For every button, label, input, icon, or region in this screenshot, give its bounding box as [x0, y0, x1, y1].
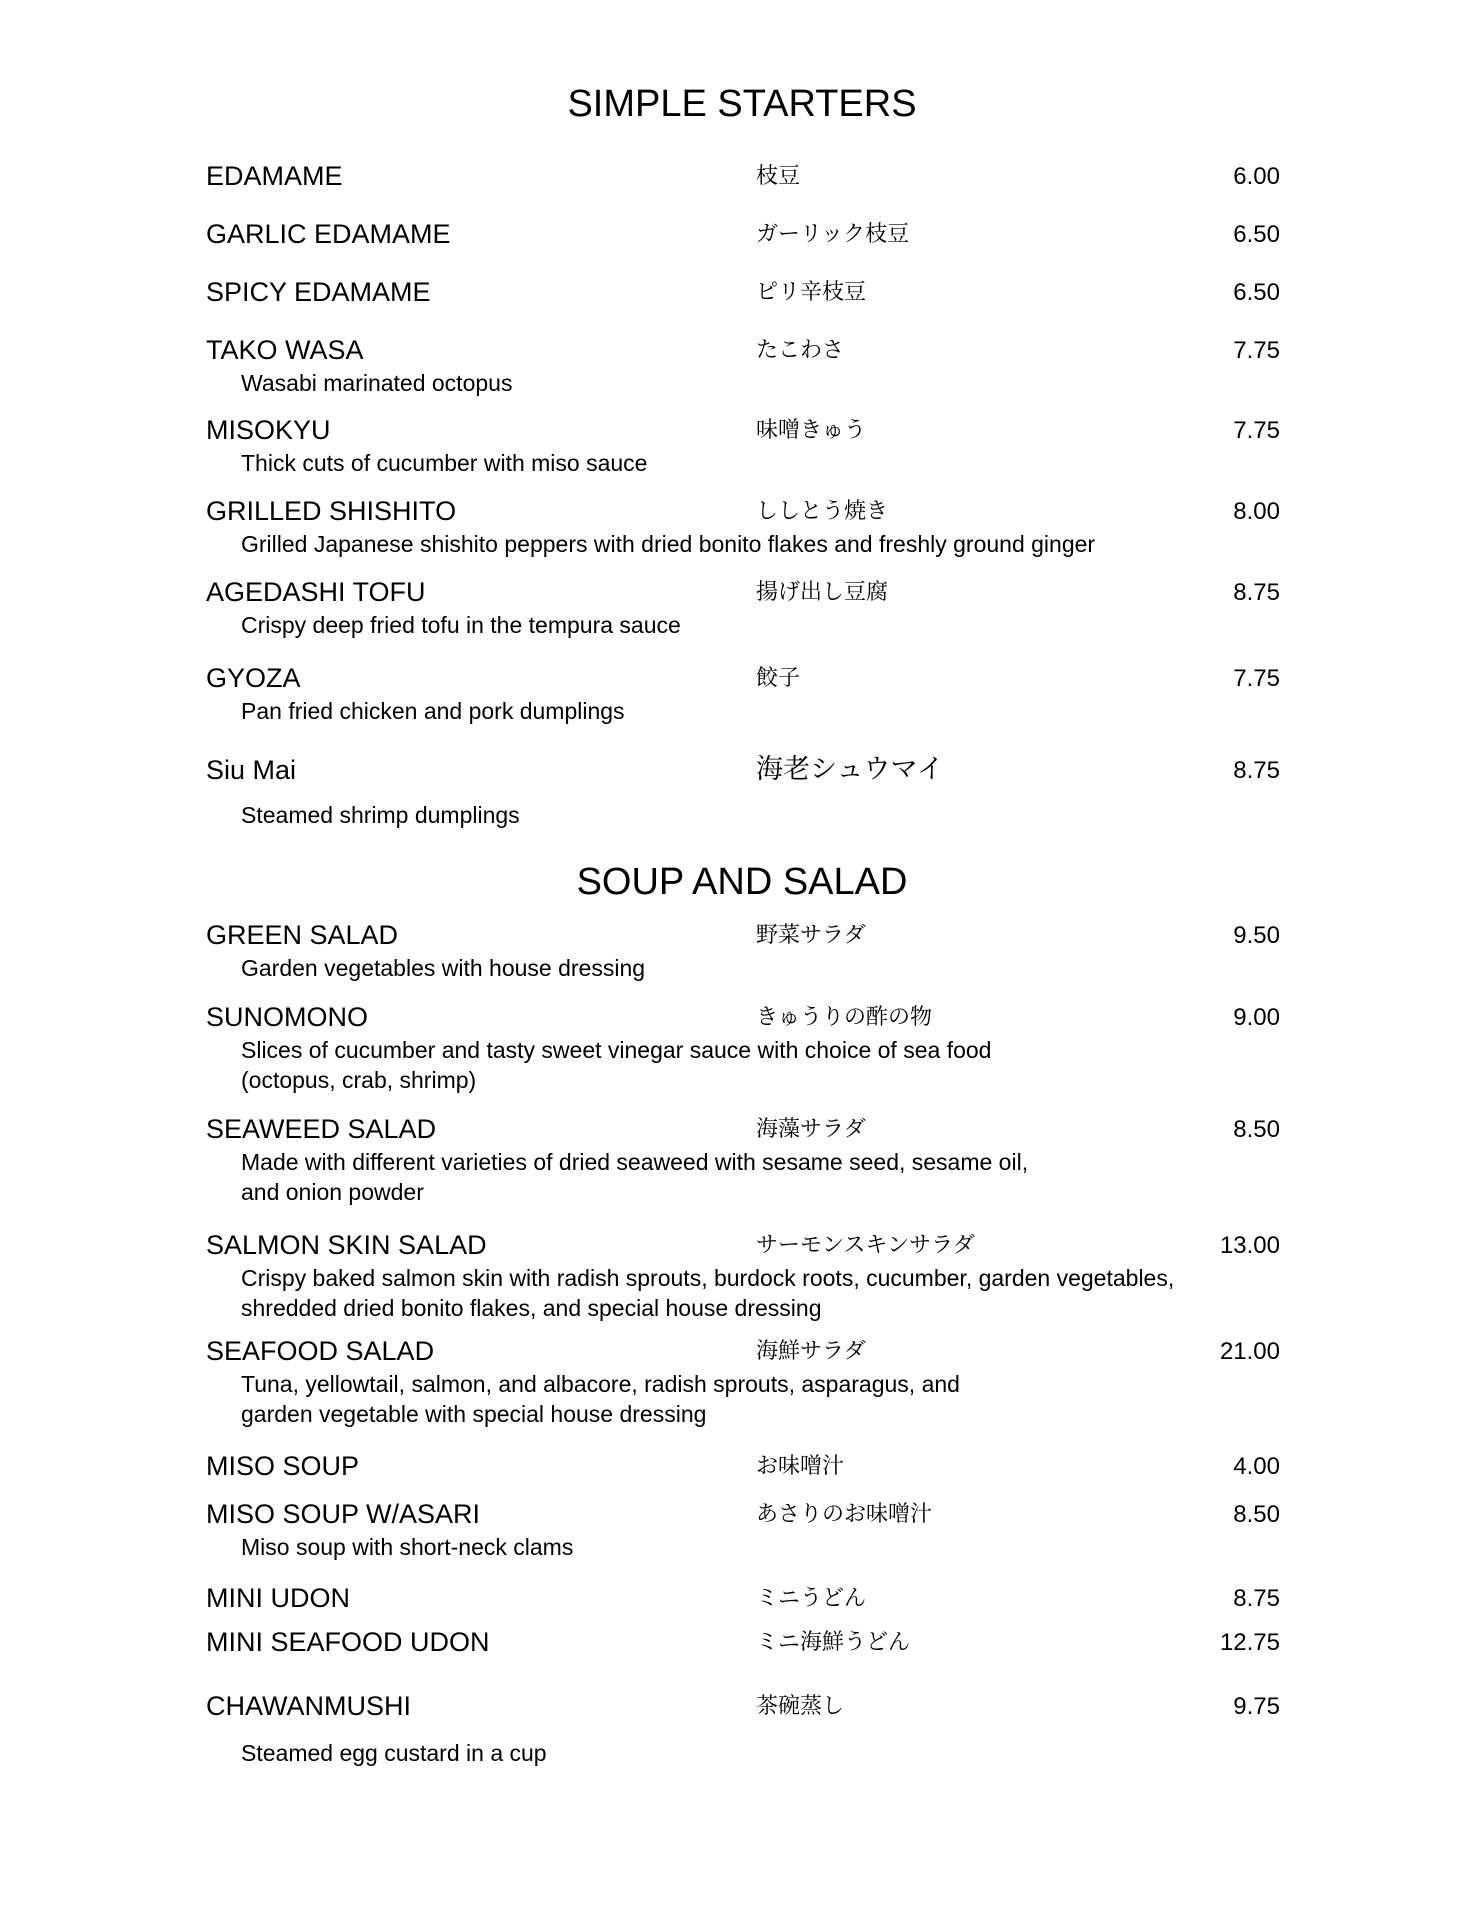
item-price: 9.50 [1233, 922, 1280, 949]
menu-item-chawanmushi [206, 1688, 1280, 1768]
menu-item-tako-wasa [206, 332, 1280, 398]
item-name: TAKO WASA [206, 335, 364, 365]
menu-item-row [206, 274, 1280, 310]
item-price: 6.50 [1233, 221, 1280, 248]
menu-item-row [206, 412, 1280, 448]
item-japanese-name: 野菜サラダ [756, 923, 866, 948]
item-price: 8.75 [1233, 1585, 1280, 1612]
item-name: GRILLED SHISHITO [206, 496, 457, 526]
item-name: GREEN SALAD [206, 920, 399, 950]
menu-item-row [206, 1448, 1280, 1484]
item-price: 13.00 [1219, 1232, 1280, 1259]
menu-item-row [206, 1111, 1280, 1147]
menu-item-row [206, 158, 1280, 194]
item-japanese-name: ガーリック枝豆 [756, 222, 910, 247]
menu-item-row [206, 574, 1280, 610]
item-price: 7.75 [1233, 665, 1280, 692]
menu-item-misokyu [206, 412, 1280, 478]
item-name: MINI SEAFOOD UDON [206, 1627, 490, 1657]
menu-item-row [206, 752, 1280, 788]
menu-item-grilled-shishito [206, 493, 1280, 559]
item-description: Slices of cucumber and tasty sweet vinegar sauce with choice of sea food [241, 1037, 992, 1063]
item-japanese-name: 枝豆 [756, 164, 801, 189]
item-price: 4.00 [1233, 1453, 1280, 1480]
item-description: Grilled Japanese shishito peppers with dried bonito flakes and freshly ground ginger [241, 531, 1096, 557]
menu-item-sunomono [206, 999, 1280, 1095]
item-description: (octopus, crab, shrimp) [241, 1067, 477, 1093]
item-japanese-name: ミニうどん [756, 1586, 867, 1611]
item-name: SEAFOOD SALAD [206, 1336, 435, 1366]
item-name: MISO SOUP [206, 1451, 360, 1481]
menu-item-seafood-salad [206, 1333, 1280, 1429]
menu-item-row [206, 1496, 1280, 1532]
item-description: Thick cuts of cucumber with miso sauce [241, 450, 648, 476]
item-price: 8.00 [1233, 498, 1280, 525]
item-description: Steamed egg custard in a cup [241, 1740, 547, 1766]
item-description: Miso soup with short-neck clams [241, 1534, 574, 1560]
item-description: Pan fried chicken and pork dumplings [241, 698, 625, 724]
menu-item-salmon-skin-salad [206, 1227, 1280, 1323]
menu-item-spicy-edamame [206, 274, 1280, 310]
item-japanese-name: 揚げ出し豆腐 [756, 580, 889, 605]
menu-item-seaweed-salad [206, 1111, 1280, 1207]
item-price: 12.75 [1219, 1629, 1280, 1656]
item-name: EDAMAME [206, 161, 343, 191]
item-price: 7.75 [1233, 337, 1280, 364]
item-description: Made with different varieties of dried seaweed with sesame seed, sesame oil, [241, 1149, 1029, 1175]
menu-item-edamame [206, 158, 1280, 194]
menu-item-green-salad [206, 917, 1280, 983]
item-name: MINI UDON [206, 1583, 350, 1613]
menu-item-row [206, 1333, 1280, 1369]
item-description: shredded dried bonito flakes, and special house dressing [241, 1295, 822, 1321]
item-description: Crispy deep fried tofu in the tempura sauce [241, 612, 681, 638]
item-price: 9.75 [1233, 1693, 1280, 1720]
item-japanese-name: あさりのお味噌汁 [756, 1502, 933, 1527]
menu-item-row [206, 216, 1280, 252]
item-description: Steamed shrimp dumplings [241, 802, 520, 828]
item-japanese-name: 海老シュウマイ [756, 754, 944, 785]
item-price: 8.75 [1233, 579, 1280, 606]
item-description: Wasabi marinated octopus [241, 370, 513, 396]
item-description: Tuna, yellowtail, salmon, and albacore, radish sprouts, asparagus, and [241, 1371, 960, 1397]
section-heading-simple-starters: SIMPLE STARTERS [567, 83, 917, 125]
menu-item-row [206, 1580, 1280, 1616]
item-japanese-name: 海鮮サラダ [756, 1339, 866, 1364]
item-japanese-name: ピリ辛枝豆 [756, 280, 867, 305]
item-price: 7.75 [1233, 417, 1280, 444]
item-price: 8.50 [1233, 1501, 1280, 1528]
menu-item-garlic-edamame [206, 216, 1280, 252]
item-name: SEAWEED SALAD [206, 1114, 437, 1144]
item-price: 21.00 [1219, 1338, 1280, 1365]
menu-item-mini-seafood-udon [206, 1624, 1280, 1660]
item-name: MISOKYU [206, 415, 331, 445]
item-name: SPICY EDAMAME [206, 277, 431, 307]
item-name: GARLIC EDAMAME [206, 219, 451, 249]
menu-item-row [206, 1624, 1280, 1660]
menu-item-gyoza [206, 660, 1280, 726]
menu-item-row [206, 493, 1280, 529]
item-price: 6.00 [1233, 163, 1280, 190]
menu-item-row [206, 332, 1280, 368]
section-heading-soup-and-salad: SOUP AND SALAD [576, 861, 908, 903]
item-name: GYOZA [206, 663, 301, 693]
menu-item-row [206, 999, 1280, 1035]
item-name: SUNOMONO [206, 1002, 368, 1032]
item-japanese-name: ミニ海鮮うどん [756, 1630, 911, 1655]
menu-item-miso-soup [206, 1448, 1280, 1484]
item-description: and onion powder [241, 1179, 424, 1205]
item-japanese-name: ししとう焼き [756, 499, 889, 524]
menu-item-row [206, 1688, 1280, 1724]
item-price: 9.00 [1233, 1004, 1280, 1031]
item-japanese-name: きゅうりの酢の物 [756, 1005, 933, 1030]
item-name: Siu Mai [206, 755, 297, 785]
menu-item-row [206, 917, 1280, 953]
item-name: SALMON SKIN SALAD [206, 1230, 487, 1260]
item-name: CHAWANMUSHI [206, 1691, 411, 1721]
menu-item-row [206, 660, 1280, 696]
item-price: 8.75 [1233, 757, 1280, 784]
item-japanese-name: 味噌きゅう [756, 418, 867, 443]
item-name: AGEDASHI TOFU [206, 577, 426, 607]
item-description: garden vegetable with special house dressing [241, 1401, 707, 1427]
item-description: Garden vegetables with house dressing [241, 955, 646, 981]
item-name: MISO SOUP W/ASARI [206, 1499, 481, 1529]
menu-item-miso-soup-w-asari [206, 1496, 1280, 1562]
menu-item-mini-udon [206, 1580, 1280, 1616]
item-japanese-name: たこわさ [756, 338, 845, 363]
item-japanese-name: 餃子 [756, 666, 801, 691]
item-japanese-name: 海藻サラダ [756, 1117, 866, 1142]
item-description: Crispy baked salmon skin with radish sprouts, burdock roots, cucumber, garden vegetables, [241, 1265, 1175, 1291]
menu-item-row [206, 1227, 1280, 1263]
item-price: 8.50 [1233, 1116, 1280, 1143]
item-japanese-name: 茶碗蒸し [756, 1694, 845, 1719]
item-japanese-name: お味噌汁 [756, 1454, 845, 1479]
menu-item-siu-mai [206, 752, 1280, 830]
item-price: 6.50 [1233, 279, 1280, 306]
menu-item-agedashi-tofu [206, 574, 1280, 640]
item-japanese-name: サーモンスキンサラダ [756, 1233, 975, 1258]
